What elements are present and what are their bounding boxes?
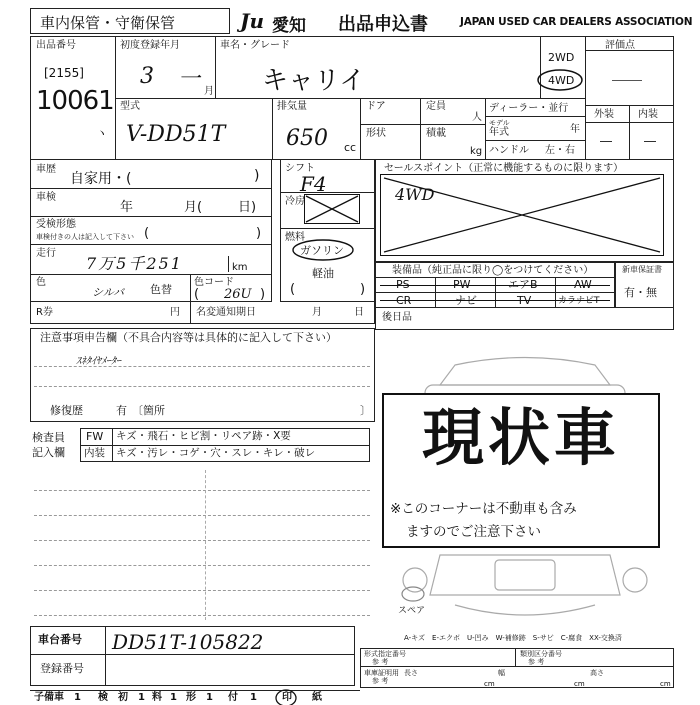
spec-length-unit: cm xyxy=(484,680,495,688)
spec-class-ref: 参 考 xyxy=(528,658,545,666)
logo-region: 愛知 xyxy=(272,16,306,36)
spec-width: 幅 xyxy=(498,669,505,677)
shift-value: F4 xyxy=(300,172,327,196)
bottom-row-item-8: 1 xyxy=(206,692,213,703)
bottom-row-item-12: 紙 xyxy=(312,692,322,703)
bottom-row-item-10: 1 xyxy=(250,692,257,703)
exterior-value: ― xyxy=(600,134,612,148)
bottom-row-item-2: 検 xyxy=(98,692,108,703)
model-year-unit: 年 xyxy=(570,124,580,135)
bottom-row-item-1: 1 xyxy=(74,692,81,703)
receipt-note: 車検付きの人は記入して下さい xyxy=(36,233,134,241)
declaration-value: ｽﾈﾀｲﾔﾒｰﾀｰ xyxy=(76,356,121,367)
repair-history-label: 修復歴 xyxy=(50,404,83,417)
remarks-box xyxy=(375,308,674,330)
color-close: ) xyxy=(260,287,266,302)
shift-section xyxy=(280,160,375,302)
fuel-open: ( xyxy=(290,282,296,297)
bottom-row-item-4: 1 xyxy=(138,692,145,703)
history-label: 車歴 xyxy=(36,164,56,175)
history-close: ) xyxy=(254,168,260,184)
lot-sub-number: [2155] xyxy=(44,66,84,80)
equipment-camera: カラナビT xyxy=(558,296,600,306)
recycle-label: R券 xyxy=(36,307,53,318)
inspection-year: 年 xyxy=(120,200,134,215)
spec-type-label: 形式指定番号 xyxy=(364,650,406,658)
car-name-label: 車名・グレード xyxy=(220,40,290,51)
equipment-aw: AW xyxy=(574,278,592,291)
association-name: JAPAN USED CAR DEALERS ASSOCIATION xyxy=(460,16,693,28)
spec-type-ref: 参 考 xyxy=(372,658,389,666)
interior-value: ― xyxy=(644,134,656,148)
capacity-unit: 人 xyxy=(472,112,482,123)
capacity-label: 定員 xyxy=(426,101,446,112)
drive-circle-mark xyxy=(536,68,586,92)
history-section xyxy=(30,160,272,302)
equipment-strike-line-2 xyxy=(380,300,610,301)
spec-table xyxy=(360,648,674,688)
bottom-row-circle-mark xyxy=(274,688,298,704)
equipment-airbag: エアB xyxy=(508,278,538,291)
displacement-label: 排気量 xyxy=(277,101,307,112)
equipment-navi: ナビ xyxy=(455,294,477,307)
model-label: 型式 xyxy=(120,101,140,112)
displacement-unit: cc xyxy=(344,141,357,154)
recycle-unit: 円 xyxy=(170,307,180,318)
bottom-row-item-7: 形 xyxy=(186,692,196,703)
warranty-value: 有・無 xyxy=(624,286,657,299)
drive-4wd: 4WD xyxy=(548,74,575,87)
repair-history-place: 〔箇所 xyxy=(132,404,165,417)
inspector-interior: 内装 xyxy=(84,447,105,459)
car-name-value: キャリイ xyxy=(262,66,366,96)
notice-month: 月 xyxy=(312,307,322,318)
inspection-label: 車検 xyxy=(36,192,56,203)
notice-label: 名変通知期日 xyxy=(196,307,256,318)
color-value: シルバ xyxy=(92,286,124,299)
storage-label: 車内保管・守衛保管 xyxy=(40,14,176,32)
displacement-value: 650 xyxy=(286,126,328,151)
equipment-ps: PS xyxy=(396,278,410,291)
spec-height: 高さ xyxy=(590,669,604,677)
color-code-label: 色コード xyxy=(194,277,234,288)
repair-history-close: 〕 xyxy=(360,404,371,417)
model-value: V-DD51T xyxy=(126,122,226,147)
repair-history-value: 有 xyxy=(116,404,127,417)
fuel-label: 燃料 xyxy=(285,232,305,243)
equipment-cr: CR xyxy=(396,294,412,307)
handle-label: ハンドル xyxy=(489,145,529,156)
registration-year: 3 xyxy=(140,64,154,89)
doors-label: ドア xyxy=(366,101,386,112)
bottom-row-item-6: 1 xyxy=(170,692,177,703)
as-is-stamp-title: 現状車 xyxy=(421,401,620,474)
cooler-label: 冷房 xyxy=(285,196,305,207)
sales-point-label: セールスポイント（正常に機能するものに限ります） xyxy=(384,163,624,174)
bottom-row-item-9: 付 xyxy=(228,692,238,703)
receipt-label: 受検形態 xyxy=(36,219,76,230)
fuel-circle-mark xyxy=(292,238,356,262)
mileage-value: 7万5千251 xyxy=(86,254,183,273)
inspector-label-bottom: 記入欄 xyxy=(32,446,65,459)
form-title: 出品申込書 xyxy=(338,14,428,35)
spec-class-label: 類別区分番号 xyxy=(520,650,562,658)
shift-label: シフト xyxy=(285,163,315,174)
fuel-close: ) xyxy=(360,282,366,297)
evaluation-label: 評価点 xyxy=(605,40,635,51)
equipment-pw: PW xyxy=(453,278,471,291)
history-value: 自家用・( xyxy=(70,171,132,187)
spare-tire-icon xyxy=(400,585,426,603)
bottom-row-item-5: 料 xyxy=(152,692,162,703)
model-year-label-top: モデル xyxy=(489,119,510,127)
inspection-day: 日) xyxy=(238,200,257,215)
declaration-label: 注意事項申告欄（不具合内容等は具体的に記入して下さい） xyxy=(40,331,337,344)
spare-label: スペア xyxy=(398,606,426,616)
spec-width-unit: cm xyxy=(574,680,585,688)
warranty-label: 新車保証書 xyxy=(622,265,662,274)
receipt-close: ) xyxy=(256,226,262,241)
sales-point-value: 4WD xyxy=(395,185,435,204)
lot-number-label: 出品番号 xyxy=(36,40,76,51)
color-label: 色 xyxy=(36,277,46,288)
spec-length: 長さ xyxy=(404,669,418,677)
chassis-label: 車台番号 xyxy=(38,633,82,646)
color-open: ( xyxy=(194,287,200,302)
inspector-label-top: 検査員 xyxy=(32,431,65,444)
bottom-row-item-0: 子備車 xyxy=(34,692,64,703)
chassis-value: DD51T-105822 xyxy=(112,630,264,654)
equipment-tv: TV xyxy=(517,294,532,307)
as-is-stamp-note-1: ※このコーナーは不動車も含み xyxy=(390,501,577,517)
mileage-label: 走行 xyxy=(36,248,56,259)
bottom-row-item-3: 初 xyxy=(118,692,128,703)
as-is-stamp-note-2: ますのでご注意下さい xyxy=(406,524,541,540)
cooler-cross-mark xyxy=(304,194,360,224)
load-label: 積載 xyxy=(426,128,446,139)
mileage-unit: km xyxy=(232,262,248,273)
inspector-interior-items: キズ・汚レ・コゲ・穴・スレ・キレ・破レ xyxy=(116,447,316,459)
shape-label: 形状 xyxy=(366,128,386,139)
fuel-gasoline: ガソリン xyxy=(300,244,344,257)
drive-2wd: 2WD xyxy=(548,51,575,64)
inspector-fw: FW xyxy=(86,430,104,443)
model-year-label: 年式 xyxy=(489,127,509,138)
color-code-value: 26U xyxy=(224,287,252,302)
color-change-label: 色替 xyxy=(150,283,172,296)
receipt-open: ( xyxy=(144,226,150,241)
registration-month-unit: 月 xyxy=(204,86,214,97)
registration-month: 一 xyxy=(178,67,201,92)
reg-number-label: 登録番号 xyxy=(40,662,84,675)
spec-dim-ref: 参 考 xyxy=(372,677,389,685)
equipment-strike-line-1 xyxy=(380,285,610,286)
fuel-diesel: 軽油 xyxy=(312,267,334,280)
spec-height-unit: cm xyxy=(660,680,671,688)
load-unit: kg xyxy=(470,146,483,157)
logo: Ju xyxy=(240,9,265,33)
inspection-month: 月( xyxy=(184,200,203,215)
handle-value: 左・右 xyxy=(545,145,575,156)
damage-legend: A-キズ E-エクボ U-凹み W-補修跡 S-サビ C-腐食 XX-交換済 xyxy=(404,634,622,642)
dealer-label: ディーラー・並行 xyxy=(489,103,569,114)
notice-day: 日 xyxy=(354,307,364,318)
equipment-label: 装備品（純正品に限り◯をつけてください） xyxy=(392,265,594,276)
remarks-label: 後日品 xyxy=(382,312,412,323)
lot-number: 10061 xyxy=(36,86,114,116)
registration-label: 初度登録年月 xyxy=(120,40,180,51)
interior-label: 内装 xyxy=(638,109,658,120)
inspector-fw-items: キズ・飛石・ヒビ割・リペア跡・X要 xyxy=(116,430,291,442)
exterior-label: 外装 xyxy=(594,109,614,120)
spec-dim-label: 車庫証明用 xyxy=(364,669,399,677)
bottom-row-item-11: 印 xyxy=(282,692,292,703)
